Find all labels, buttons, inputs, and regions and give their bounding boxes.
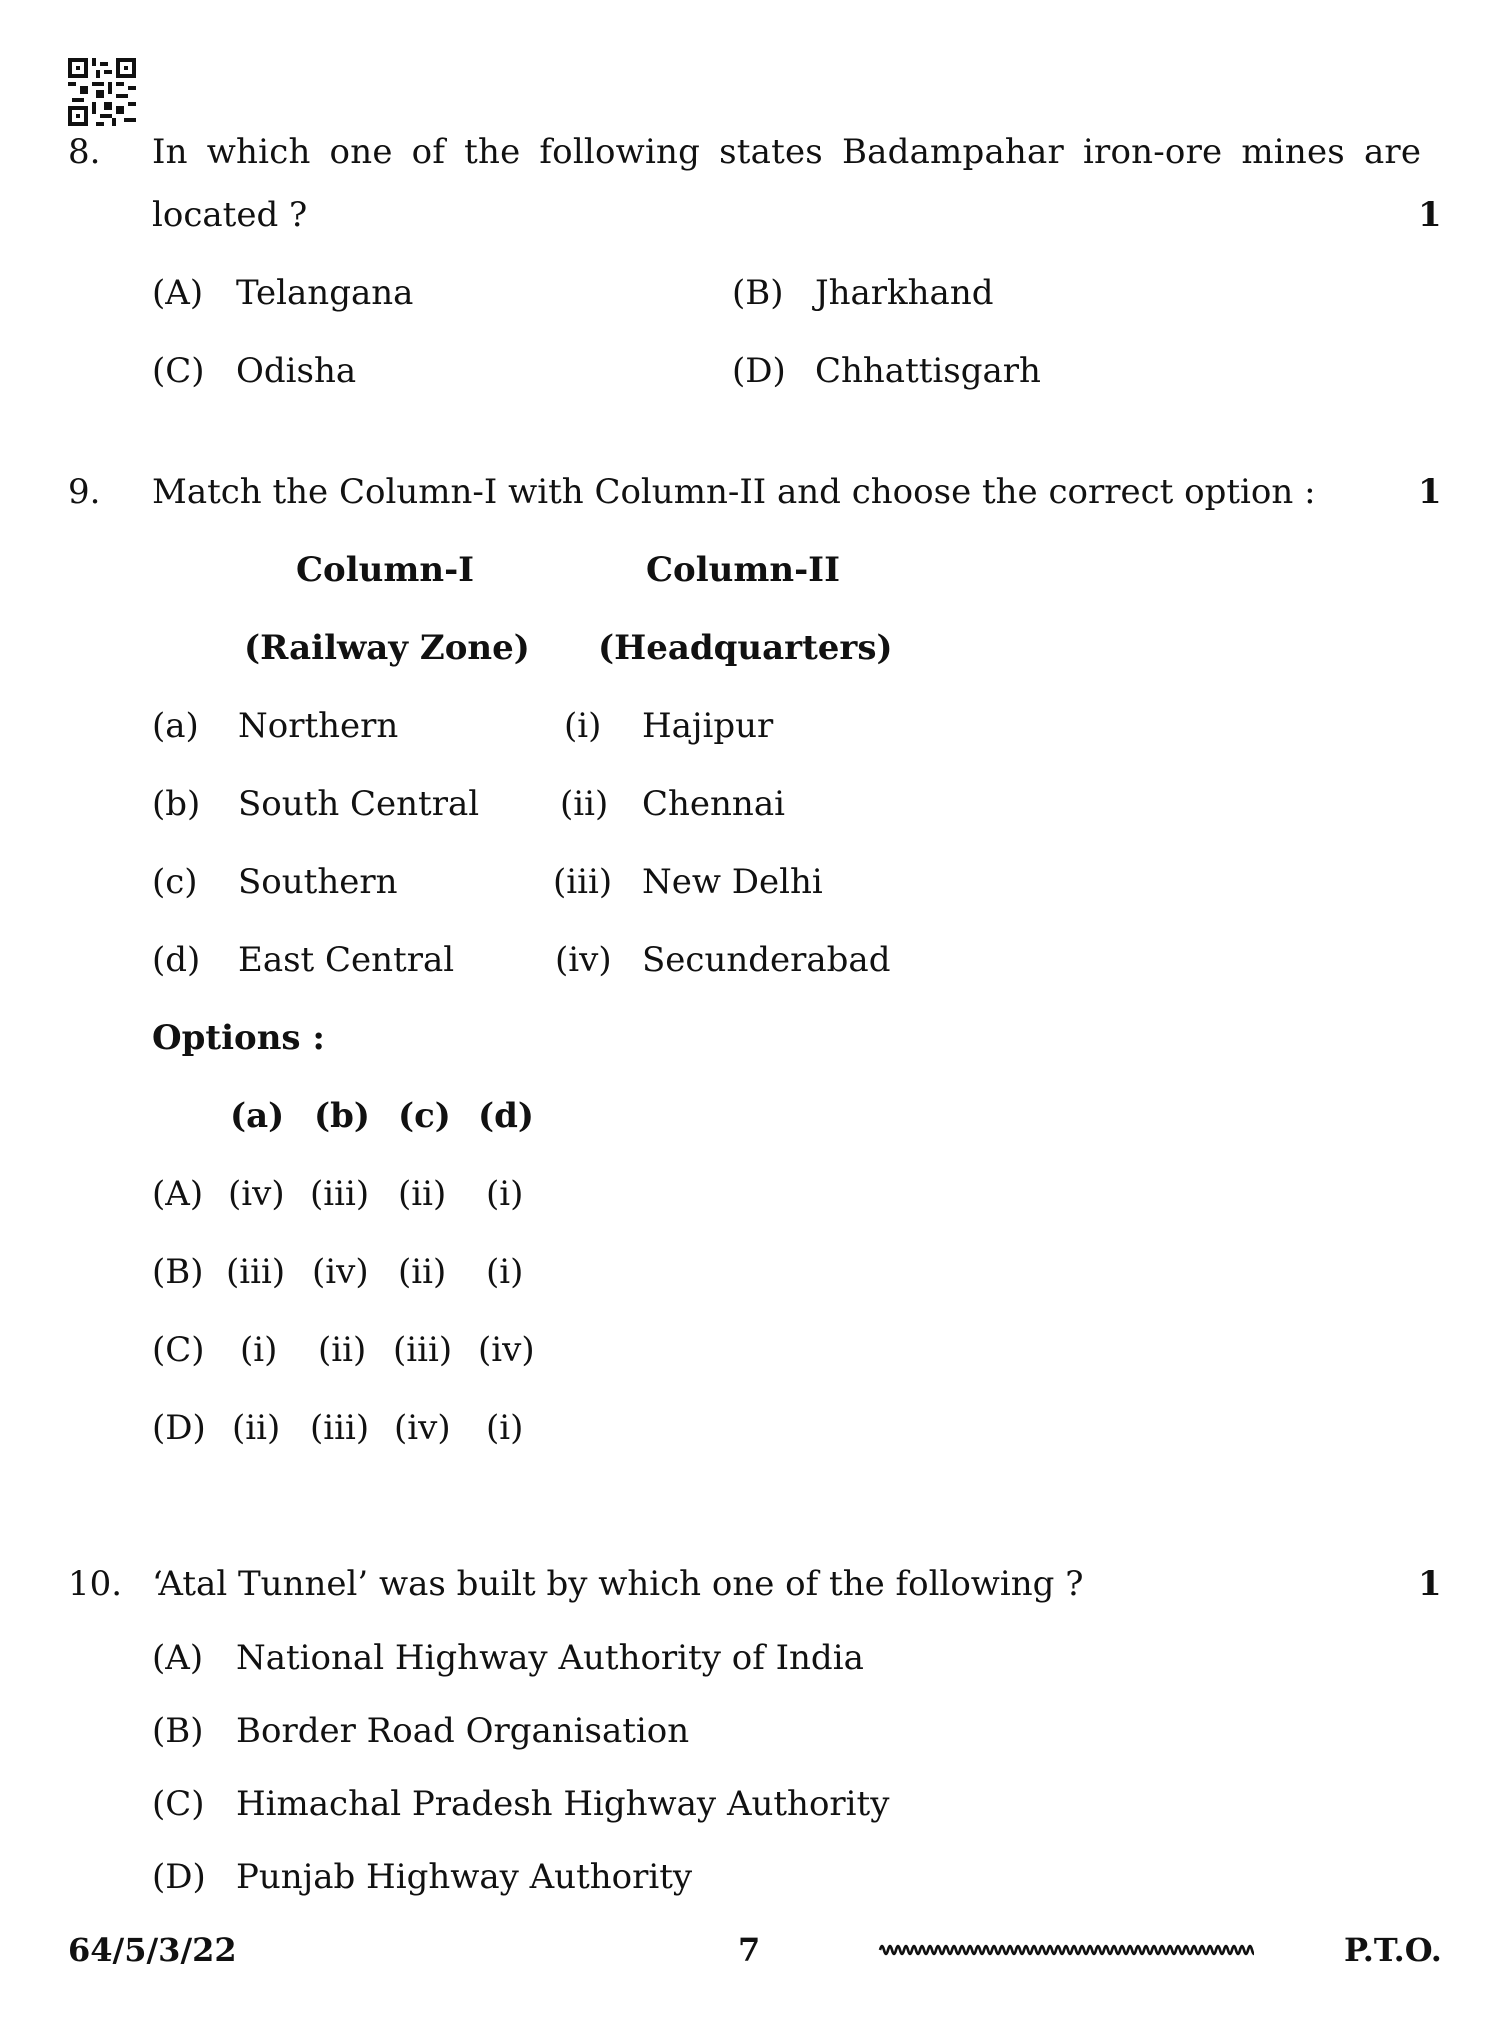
q9-row-i-label: (i) xyxy=(564,706,602,746)
q10-option-d-label: (D) xyxy=(152,1857,206,1897)
q9-option-B-c: (ii) xyxy=(398,1252,447,1292)
q10-option-c-text: Himachal Pradesh Highway Authority xyxy=(236,1784,890,1824)
q8-option-d-text: Chhattisgarh xyxy=(815,351,1041,391)
q9-row-iii-label: (iii) xyxy=(553,862,613,902)
q10-option-a-text: National Highway Authority of India xyxy=(236,1638,864,1678)
footer-pto: P.T.O. xyxy=(1344,1931,1442,1969)
q8-option-b-text: Jharkhand xyxy=(815,273,994,313)
q9-col2-subtitle: (Headquarters) xyxy=(598,628,893,668)
q8-option-d-label: (D) xyxy=(732,351,786,391)
q9-option-B-label: (B) xyxy=(152,1252,204,1292)
q9-row-b-zone: South Central xyxy=(238,784,480,824)
q9-row-d-zone: East Central xyxy=(238,940,455,980)
q9-row-ii-label: (ii) xyxy=(560,784,609,824)
q9-row-ii-hq: Chennai xyxy=(642,784,785,824)
q10-marks: 1 xyxy=(1418,1564,1442,1604)
wavy-line-icon xyxy=(878,1940,1254,1960)
q8-option-a-text: Telangana xyxy=(236,273,414,313)
q9-option-C-d: (iv) xyxy=(478,1330,535,1370)
q9-option-A-d: (i) xyxy=(486,1174,524,1214)
q9-options-heading: Options : xyxy=(152,1018,325,1058)
q9-option-A-label: (A) xyxy=(152,1174,204,1214)
q9-row-i-hq: Hajipur xyxy=(642,706,774,746)
q10-number: 10. xyxy=(68,1564,123,1604)
q8-marks: 1 xyxy=(1418,195,1442,235)
qr-code-icon xyxy=(68,58,136,126)
q10-option-b-text: Border Road Organisation xyxy=(236,1711,690,1751)
q9-row-iii-hq: New Delhi xyxy=(642,862,823,902)
q9-option-C-a: (i) xyxy=(240,1330,278,1370)
q9-row-a-zone: Northern xyxy=(238,706,399,746)
q9-option-C-b: (ii) xyxy=(318,1330,367,1370)
q10-option-c-label: (C) xyxy=(152,1784,205,1824)
q9-option-D-label: (D) xyxy=(152,1408,206,1448)
q9-option-D-b: (iii) xyxy=(310,1408,370,1448)
q9-row-c-label: (c) xyxy=(152,862,198,902)
q9-col1-title: Column-I xyxy=(296,550,475,590)
q9-option-A-b: (iii) xyxy=(310,1174,370,1214)
q10-option-a-label: (A) xyxy=(152,1638,204,1678)
q9-text: Match the Column-I with Column-II and choose the correct option : xyxy=(152,472,1316,512)
q9-option-C-label: (C) xyxy=(152,1330,205,1370)
q9-col2-title: Column-II xyxy=(646,550,840,590)
q8-option-c-label: (C) xyxy=(152,351,205,391)
q9-options-header-d: (d) xyxy=(478,1096,534,1136)
q9-options-header-c: (c) xyxy=(398,1096,451,1136)
q9-option-A-c: (ii) xyxy=(398,1174,447,1214)
q9-options-header-b: (b) xyxy=(314,1096,370,1136)
footer-page-number: 7 xyxy=(738,1931,761,1969)
q8-option-a-label: (A) xyxy=(152,273,204,313)
q10-text: ‘Atal Tunnel’ was built by which one of the following ? xyxy=(152,1564,1084,1604)
q9-option-D-d: (i) xyxy=(486,1408,524,1448)
q9-option-B-b: (iv) xyxy=(312,1252,369,1292)
q9-option-D-c: (iv) xyxy=(394,1408,451,1448)
q9-row-iv-hq: Secunderabad xyxy=(642,940,891,980)
q9-number: 9. xyxy=(68,472,101,512)
q9-row-a-label: (a) xyxy=(152,706,199,746)
q9-marks: 1 xyxy=(1418,472,1442,512)
q9-options-header-a: (a) xyxy=(230,1096,285,1136)
q10-option-b-label: (B) xyxy=(152,1711,204,1751)
q10-option-d-text: Punjab Highway Authority xyxy=(236,1857,693,1897)
q8-text-line1: In which one of the following states Badampahar iron-ore mines are xyxy=(152,132,1422,172)
q9-option-A-a: (iv) xyxy=(228,1174,285,1214)
q9-option-B-a: (iii) xyxy=(226,1252,286,1292)
q8-option-c-text: Odisha xyxy=(236,351,357,391)
q9-option-B-d: (i) xyxy=(486,1252,524,1292)
q8-number: 8. xyxy=(68,132,101,172)
q9-row-iv-label: (iv) xyxy=(555,940,612,980)
footer-paper-code: 64/5/3/22 xyxy=(68,1931,237,1969)
q9-option-C-c: (iii) xyxy=(393,1330,453,1370)
q9-option-D-a: (ii) xyxy=(232,1408,281,1448)
q8-text-line2: located ? xyxy=(152,195,308,235)
q9-row-d-label: (d) xyxy=(152,940,201,980)
q8-option-b-label: (B) xyxy=(732,273,784,313)
q9-col1-subtitle: (Railway Zone) xyxy=(244,628,530,668)
q9-row-c-zone: Southern xyxy=(238,862,398,902)
q9-row-b-label: (b) xyxy=(152,784,201,824)
